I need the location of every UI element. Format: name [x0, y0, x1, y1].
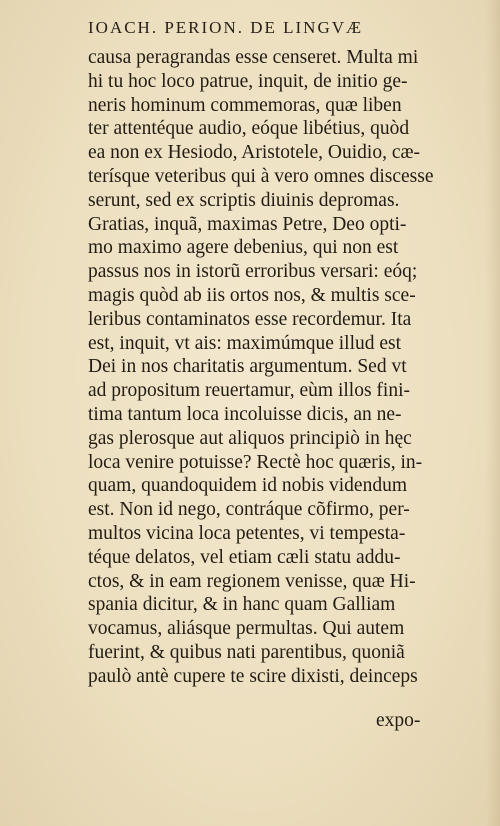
text-line: spania dicitur, & in hanc quam Galliam	[88, 594, 396, 616]
text-line: quam, quandoquidem id nobis videndum	[88, 475, 408, 497]
text-line: gas plerosque aut aliquos principiò in hęc	[88, 427, 412, 449]
running-head: IOACH. PERION. DE LINGVÆ	[88, 18, 364, 37]
text-line: terísque veteribus qui à vero omnes discesse	[88, 165, 434, 187]
text-line: serunt, sed ex scriptis diuinis depromas.	[88, 189, 400, 211]
text-line: Gratias, inquã, maximas Petre, Deo opti-	[88, 213, 407, 235]
text-line: magis quòd ab iis ortos nos, & multis sce-	[88, 284, 416, 306]
text-line: vocamus, aliásque permultas. Qui autem	[88, 618, 405, 640]
text-line: est, inquit, vt ais: maximúmque illud est	[88, 332, 402, 354]
text-line: passus nos in istorũ erroribus versari: eóq;	[88, 261, 418, 283]
text-line: neris hominum commemoras, quæ liben	[88, 94, 402, 116]
text-line: multos vicina loca petentes, vi tempesta-	[88, 522, 406, 544]
text-line: ctos, & in eam regionem venisse, quæ Hi-	[88, 570, 416, 592]
catchword: expo-	[376, 710, 421, 731]
text-line: ad propositum reuertamur, eùm illos fini-	[88, 380, 410, 402]
text-line: tima tantum loca incoluisse dicis, an ne-	[88, 403, 402, 425]
text-line: fuerint, & quibus nati parentibus, quoniã	[88, 641, 405, 663]
text-line: téque delatos, vel etiam cæli statu addu-	[88, 546, 401, 568]
page-edge-shadow	[486, 0, 500, 826]
text-line: ea non ex Hesiodo, Aristotele, Ouidio, cæ-	[88, 142, 420, 164]
text-line: est. Non id nego, contráque cõfirmo, per-	[88, 499, 410, 521]
text-line: hi tu hoc loco patrue, inquit, de initio ge-	[88, 70, 408, 92]
text-line: causa peragrandas esse censeret. Multa mi	[88, 47, 419, 68]
text-line: paulò antè cupere te scire dixisti, deinceps	[88, 665, 418, 687]
text-line: Dei in nos charitatis argumentum. Sed vt	[88, 356, 407, 378]
text-line: leribus contaminatos esse recordemur. Ita	[88, 308, 412, 330]
text-line: mo maximo agere debenius, qui non est	[88, 237, 399, 259]
body-text	[88, 46, 468, 689]
text-line: ter attentéque audio, eóque libétius, quòd	[88, 118, 410, 140]
text-line: loca venire potuisse? Rectè hoc quæris, in-	[88, 451, 423, 473]
